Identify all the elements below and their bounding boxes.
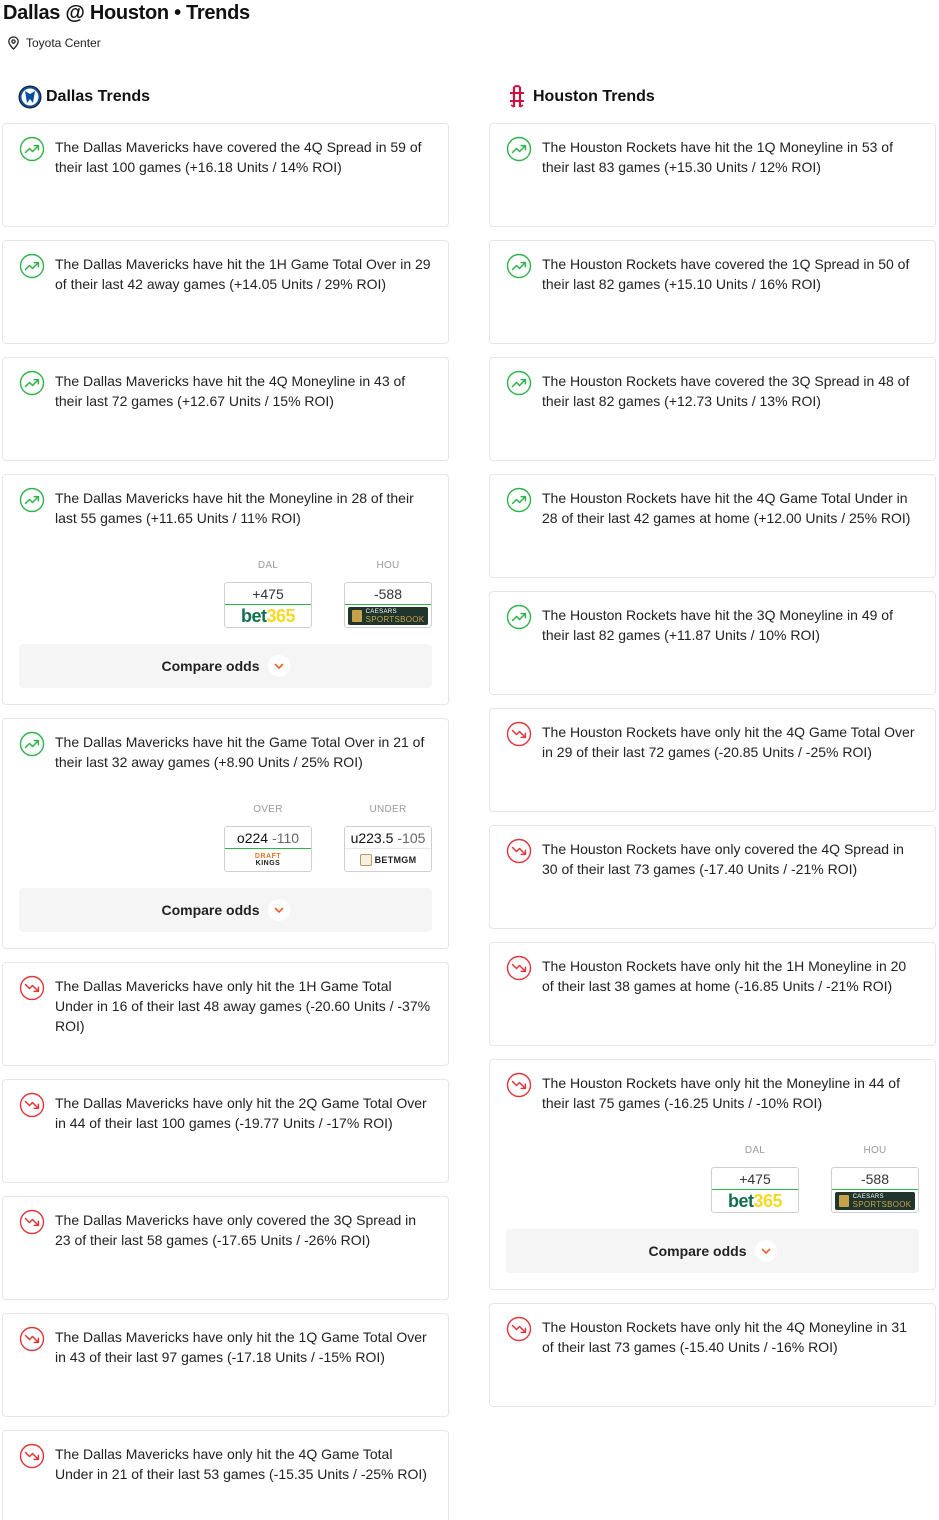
trending-down-icon — [19, 1326, 45, 1352]
sportsbook — [345, 605, 431, 627]
chevron-down-icon — [755, 1240, 777, 1262]
trend-card — [489, 357, 936, 461]
odds-label: OVER — [253, 804, 283, 815]
odds-button[interactable] — [344, 826, 432, 872]
page-title: Dallas @ Houston • Trends — [3, 2, 250, 24]
compare-odds-label: Compare odds — [648, 1243, 747, 1259]
trend-card — [2, 474, 449, 705]
dallas-trends-header — [18, 84, 449, 110]
odds-button[interactable] — [344, 582, 432, 628]
trend-card — [489, 942, 936, 1046]
trend-card — [2, 240, 449, 344]
trend-text: The Houston Rockets have hit the 4Q Game Total Under in 28 of their last 42 games at home (+12.00 Units / 25% ROI) — [542, 490, 911, 526]
odds-label: UNDER — [369, 804, 407, 815]
trend-text: The Dallas Mavericks have covered the 4Q Spread in 59 of their last 100 games (+16.18 Units / 14% ROI) — [55, 139, 422, 175]
trending-up-icon — [19, 370, 45, 396]
trending-down-icon — [506, 838, 532, 864]
trend-card — [2, 357, 449, 461]
chevron-down-icon — [268, 899, 290, 921]
odds-option[interactable] — [224, 804, 312, 872]
odds-group — [506, 1145, 919, 1213]
venue — [7, 36, 101, 50]
trend-text: The Dallas Mavericks have only hit the 1H Game Total Under in 16 of their last 48 away games (-20.60 Units / -37% ROI) — [55, 978, 431, 1034]
trend-row — [506, 604, 919, 645]
trend-text: The Houston Rockets have only covered the 4Q Spread in 30 of their last 73 games (-17.40 Units / -21% ROI) — [542, 841, 904, 877]
odds-juice: -110 — [272, 829, 300, 846]
trend-card — [2, 718, 449, 949]
trend-row — [506, 487, 919, 528]
trend-text: The Dallas Mavericks have only hit the 2Q Game Total Over in 44 of their last 100 games (-19.77 Units / -17% ROI) — [55, 1095, 427, 1131]
rockets-logo-icon — [505, 85, 529, 109]
compare-odds-button[interactable] — [19, 888, 432, 932]
trend-text: The Dallas Mavericks have only covered the 3Q Spread in 23 of their last 58 games (-17.65 Units / -26% ROI) — [55, 1212, 417, 1248]
trend-card — [2, 123, 449, 227]
trend-row — [506, 370, 919, 411]
trending-up-icon — [19, 136, 45, 162]
odds-button[interactable] — [224, 826, 312, 872]
bet365-logo: bet365 — [240, 605, 296, 626]
odds-button[interactable] — [831, 1167, 919, 1213]
odds-option[interactable] — [224, 560, 312, 628]
trend-text: The Houston Rockets have covered the 1Q Spread in 50 of their last 82 games (+15.10 Units / 16% ROI) — [542, 256, 910, 292]
trend-row — [506, 136, 919, 177]
trend-row — [19, 136, 432, 177]
trending-up-icon — [506, 487, 532, 513]
trending-down-icon — [506, 955, 532, 981]
location-pin-icon — [7, 36, 20, 50]
odds-option[interactable] — [831, 1145, 919, 1213]
sportsbook — [345, 849, 431, 871]
trend-text: The Dallas Mavericks have hit the 1H Game Total Over in 29 of their last 42 away games (+14.05 Units / 29% ROI) — [55, 256, 431, 292]
trend-row — [19, 253, 432, 294]
trending-up-icon — [506, 136, 532, 162]
draftkings-logo: DRAFT KINGS — [254, 853, 282, 867]
trending-down-icon — [19, 1092, 45, 1118]
trending-up-icon — [506, 604, 532, 630]
trend-card — [489, 1059, 936, 1290]
odds-label: DAL — [257, 560, 279, 571]
odds-label: HOU — [863, 1145, 887, 1156]
odds-group — [19, 804, 432, 872]
odds-label: DAL — [744, 1145, 766, 1156]
trend-card — [489, 1303, 936, 1407]
trend-card — [2, 1430, 449, 1520]
trending-up-icon — [19, 253, 45, 279]
compare-odds-label: Compare odds — [161, 658, 260, 674]
chevron-down-icon — [268, 655, 290, 677]
trending-down-icon — [506, 1316, 532, 1342]
trend-row — [506, 955, 919, 996]
trend-card — [489, 474, 936, 578]
trend-card — [2, 1196, 449, 1300]
trend-text: The Dallas Mavericks have only hit the 1Q Game Total Over in 43 of their last 97 games (-17.18 Units / -15% ROI) — [55, 1329, 427, 1365]
trend-row — [19, 487, 432, 528]
trend-card — [489, 240, 936, 344]
sportsbook — [225, 605, 311, 627]
odds-value: -588 — [831, 1167, 919, 1190]
dallas-trend-list — [2, 123, 449, 1520]
dallas-trends-heading: Dallas Trends — [46, 88, 151, 105]
trend-row — [19, 1209, 432, 1250]
odds-line: o224 — [236, 829, 269, 846]
trend-row — [506, 1072, 919, 1113]
compare-odds-label: Compare odds — [161, 902, 260, 918]
odds-group — [19, 560, 432, 628]
houston-trend-list — [489, 123, 936, 1407]
trend-row — [19, 975, 432, 1036]
compare-odds-button[interactable] — [19, 644, 432, 688]
sportsbook — [712, 1190, 798, 1212]
mavericks-logo-icon — [18, 85, 42, 109]
caesars-sportsbook-logo: CAESARS SPORTSBOOK — [348, 607, 428, 625]
trend-text: The Dallas Mavericks have hit the Game Total Over in 21 of their last 32 away games (+8.90 Units / 25% ROI) — [55, 734, 425, 770]
trend-row — [19, 1443, 432, 1484]
trend-card — [2, 1079, 449, 1183]
trending-up-icon — [506, 253, 532, 279]
trend-card — [489, 708, 936, 812]
betmgm-logo: BETMGM — [360, 854, 417, 866]
odds-value: -588 — [344, 582, 432, 605]
odds-option[interactable] — [344, 804, 432, 872]
odds-value: +475 — [224, 582, 312, 605]
trend-text: The Houston Rockets have only hit the 4Q Moneyline in 31 of their last 73 games (-15.40 Units / -16% ROI) — [542, 1319, 907, 1355]
odds-option[interactable] — [344, 560, 432, 628]
sportsbook — [832, 1190, 918, 1212]
dallas-trends-column — [2, 84, 449, 1520]
trend-row — [506, 721, 919, 762]
caesars-sportsbook-logo: CAESARS SPORTSBOOK — [835, 1192, 915, 1210]
houston-trends-heading: Houston Trends — [533, 88, 655, 105]
trend-card — [489, 591, 936, 695]
trending-up-icon — [19, 487, 45, 513]
compare-odds-button[interactable] — [506, 1229, 919, 1273]
trend-text: The Houston Rockets have hit the 1Q Moneyline in 53 of their last 83 games (+15.30 Units / 12% ROI) — [542, 139, 893, 175]
trend-card — [489, 123, 936, 227]
houston-trends-column — [489, 84, 936, 1420]
trend-row — [19, 1326, 432, 1367]
trending-up-icon — [19, 731, 45, 757]
trend-text: The Houston Rockets have only hit the 4Q Game Total Over in 29 of their last 72 games (-20.85 Units / -25% ROI) — [542, 724, 915, 760]
trend-text: The Houston Rockets have covered the 3Q Spread in 48 of their last 82 games (+12.73 Units / 13% ROI) — [542, 373, 910, 409]
sportsbook — [225, 849, 311, 871]
trending-down-icon — [506, 721, 532, 747]
bet365-logo: bet365 — [727, 1190, 783, 1211]
trend-card — [2, 962, 449, 1066]
trend-row — [19, 370, 432, 411]
trending-down-icon — [19, 975, 45, 1001]
odds-value — [345, 827, 431, 849]
odds-value — [224, 826, 312, 849]
trend-text: The Houston Rockets have hit the 3Q Moneyline in 49 of their last 82 games (+11.87 Units / 10% ROI) — [542, 607, 893, 643]
trending-down-icon — [19, 1209, 45, 1235]
trend-row — [19, 731, 432, 772]
venue-name: Toyota Center — [26, 36, 101, 50]
trend-text: The Dallas Mavericks have hit the 4Q Moneyline in 43 of their last 72 games (+12.67 Units / 15% ROI) — [55, 373, 406, 409]
trend-row — [506, 253, 919, 294]
trend-text: The Houston Rockets have only hit the Moneyline in 44 of their last 75 games (-16.25 Units / -10% ROI) — [542, 1075, 900, 1111]
odds-option[interactable] — [711, 1145, 799, 1213]
trend-text: The Dallas Mavericks have hit the Moneyline in 28 of their last 55 games (+11.65 Units / 11% ROI) — [55, 490, 414, 526]
odds-value: +475 — [711, 1167, 799, 1190]
trend-card — [2, 1313, 449, 1417]
trending-down-icon — [506, 1072, 532, 1098]
trend-row — [506, 838, 919, 879]
trend-row — [506, 1316, 919, 1357]
odds-line: u223.5 — [350, 829, 394, 846]
trend-card — [489, 825, 936, 929]
trend-text: The Houston Rockets have only hit the 1H Moneyline in 20 of their last 38 games at home (-16.85 Units / -21% ROI) — [542, 958, 907, 994]
odds-juice: -105 — [397, 829, 426, 846]
odds-button[interactable] — [224, 582, 312, 628]
trending-down-icon — [19, 1443, 45, 1469]
odds-button[interactable] — [711, 1167, 799, 1213]
houston-trends-header — [505, 84, 936, 110]
trending-up-icon — [506, 370, 532, 396]
trend-text: The Dallas Mavericks have only hit the 4Q Game Total Under in 21 of their last 53 games (-15.35 Units / -25% ROI) — [55, 1446, 427, 1482]
trend-row — [19, 1092, 432, 1133]
odds-label: HOU — [376, 560, 400, 571]
